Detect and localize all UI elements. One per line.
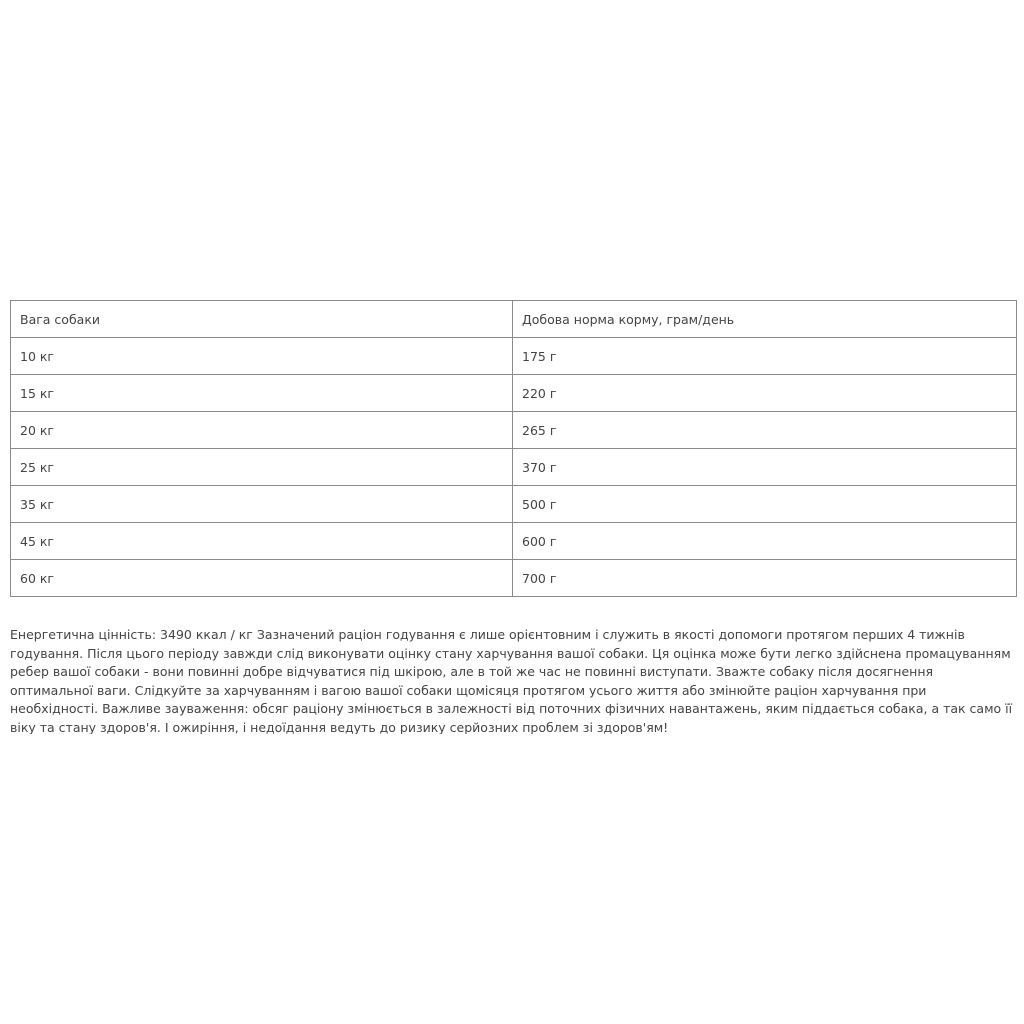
dog-weight-cell: 60 кг <box>11 560 513 597</box>
header-daily-portion: Добова норма корму, грам/день <box>513 301 1017 338</box>
table-row <box>11 338 1017 375</box>
dog-weight-cell: 45 кг <box>11 523 513 560</box>
header-dog-weight: Вага собаки <box>11 301 513 338</box>
feeding-table <box>10 300 1017 597</box>
table-row <box>11 523 1017 560</box>
dog-weight-cell: 10 кг <box>11 338 513 375</box>
daily-portion-cell: 600 г <box>513 523 1017 560</box>
dog-weight-cell: 20 кг <box>11 412 513 449</box>
daily-portion-cell: 700 г <box>513 560 1017 597</box>
dog-weight-cell: 25 кг <box>11 449 513 486</box>
daily-portion-cell: 265 г <box>513 412 1017 449</box>
daily-portion-cell: 220 г <box>513 375 1017 412</box>
dog-weight-cell: 15 кг <box>11 375 513 412</box>
feeding-description: Енергетична цінність: 3490 ккал / кг Зазначений раціон годування є лише орієнтовним і служить в якості допомоги протягом перших 4 тижнів годування. Після цього періоду завжди слід виконувати оцінку стану харчування вашої собаки. Ця оцінка може бути легко здійснена промацуванням ребер вашої собаки - вони повинні добре відчуватися під шкірою, але в той же час не повинні виступати. Зважте собаку після досягнення оптимальної ваги. Слідкуйте за харчуванням і вагою вашої собаки щомісяця протягом усього життя або змінюйте раціон харчування при необхідності. Важливе зауваження: обсяг раціону змінюється в залежності від поточних фізичних навантажень, яким піддається собака, а так само її віку та стану здоров'я. І ожиріння, і недоїдання ведуть до ризику серйозних проблем зі здоров'ям! <box>10 627 1013 734</box>
dog-weight-cell: 35 кг <box>11 486 513 523</box>
table-row <box>11 560 1017 597</box>
daily-portion-cell: 500 г <box>513 486 1017 523</box>
table-header-row <box>11 301 1017 338</box>
daily-portion-cell: 175 г <box>513 338 1017 375</box>
table-row <box>11 449 1017 486</box>
daily-portion-cell: 370 г <box>513 449 1017 486</box>
table-row <box>11 412 1017 449</box>
table-row <box>11 375 1017 412</box>
table-row <box>11 486 1017 523</box>
